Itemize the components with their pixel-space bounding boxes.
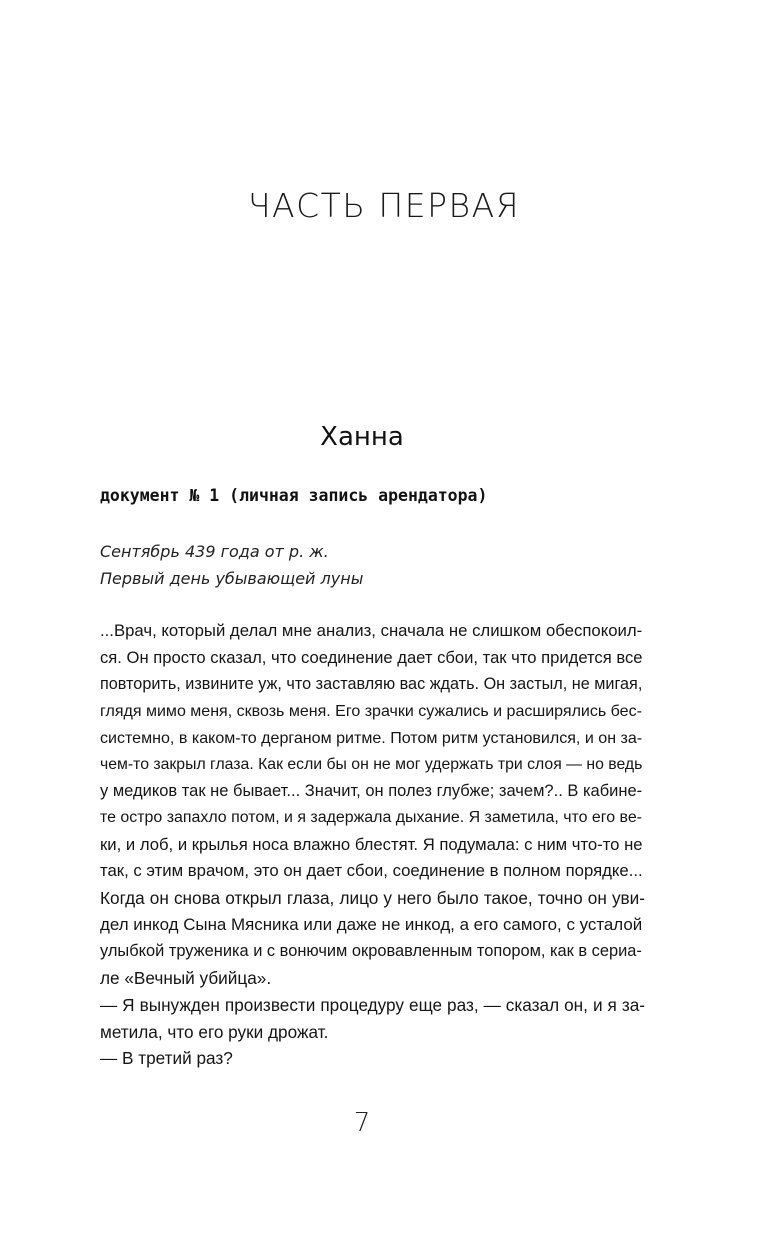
text-line: так, с этим врачом, это он дает сбои, соединение в полном порядке... — [100, 861, 643, 881]
text-line: улыбкой труженика и с вонючим окровавленным топором, как в сериа- — [100, 942, 642, 961]
text-line: чем-то закрыл глаза. Как если бы он не мог удержать три слоя — но ведь — [100, 755, 643, 773]
document-heading: документ № 1 (личная запись арендатора) — [100, 486, 488, 505]
text-line: те остро запахло потом, и я задержала дыхание. Я заметила, что его ве- — [100, 808, 642, 826]
text-line: метила, что его руки дрожат. — [100, 1021, 329, 1042]
text-line: Когда он снова открыл глаза, лицо у него было такое, точно он уви- — [100, 888, 645, 909]
text-line: ся. Он просто сказал, что соединение дает сбои, так что придется все — [100, 647, 643, 667]
text-line: ле «Вечный убийца». — [100, 968, 272, 989]
dateline-date: Сентябрь 439 года от р. ж. — [100, 542, 329, 561]
page-number: 7 — [353, 1108, 371, 1138]
text-line: у медиков так не бывает... Значит, он полез глубже; зачем?.. В кабине- — [100, 782, 643, 801]
body-text — [100, 618, 645, 1072]
text-line: глядя мимо меня, сквозь меня. Его зрачки сужались и расширялись бес- — [100, 702, 642, 721]
text-line: ...Врач, который делал мне анализ, сначала не слишком обеспокоил- — [100, 621, 643, 640]
text-line: — Я вынужден произвести процедуру еще раз, — сказал он, и я за- — [100, 994, 645, 1015]
text-line: ки, и лоб, и крылья носа влажно блестят. Я подумала: с ним что-то не — [100, 834, 643, 854]
part-title: ЧАСТЬ ПЕРВАЯ — [247, 186, 521, 225]
text-line: — В третий раз? — [100, 1048, 233, 1069]
text-line: дел инкод Сына Мясника или даже не инкод, а его самого, с усталой — [100, 914, 643, 934]
dateline-moon: Первый день убывающей луны — [100, 569, 364, 588]
chapter-title: Ханна — [320, 422, 404, 452]
text-line: повторить, извините уж, что заставляю вас ждать. Он застыл, не мигая, — [100, 675, 643, 694]
dateline — [100, 538, 363, 592]
text-line: системно, в каком-то дерганом ритме. Потом ритм установился, и он за- — [100, 728, 643, 747]
